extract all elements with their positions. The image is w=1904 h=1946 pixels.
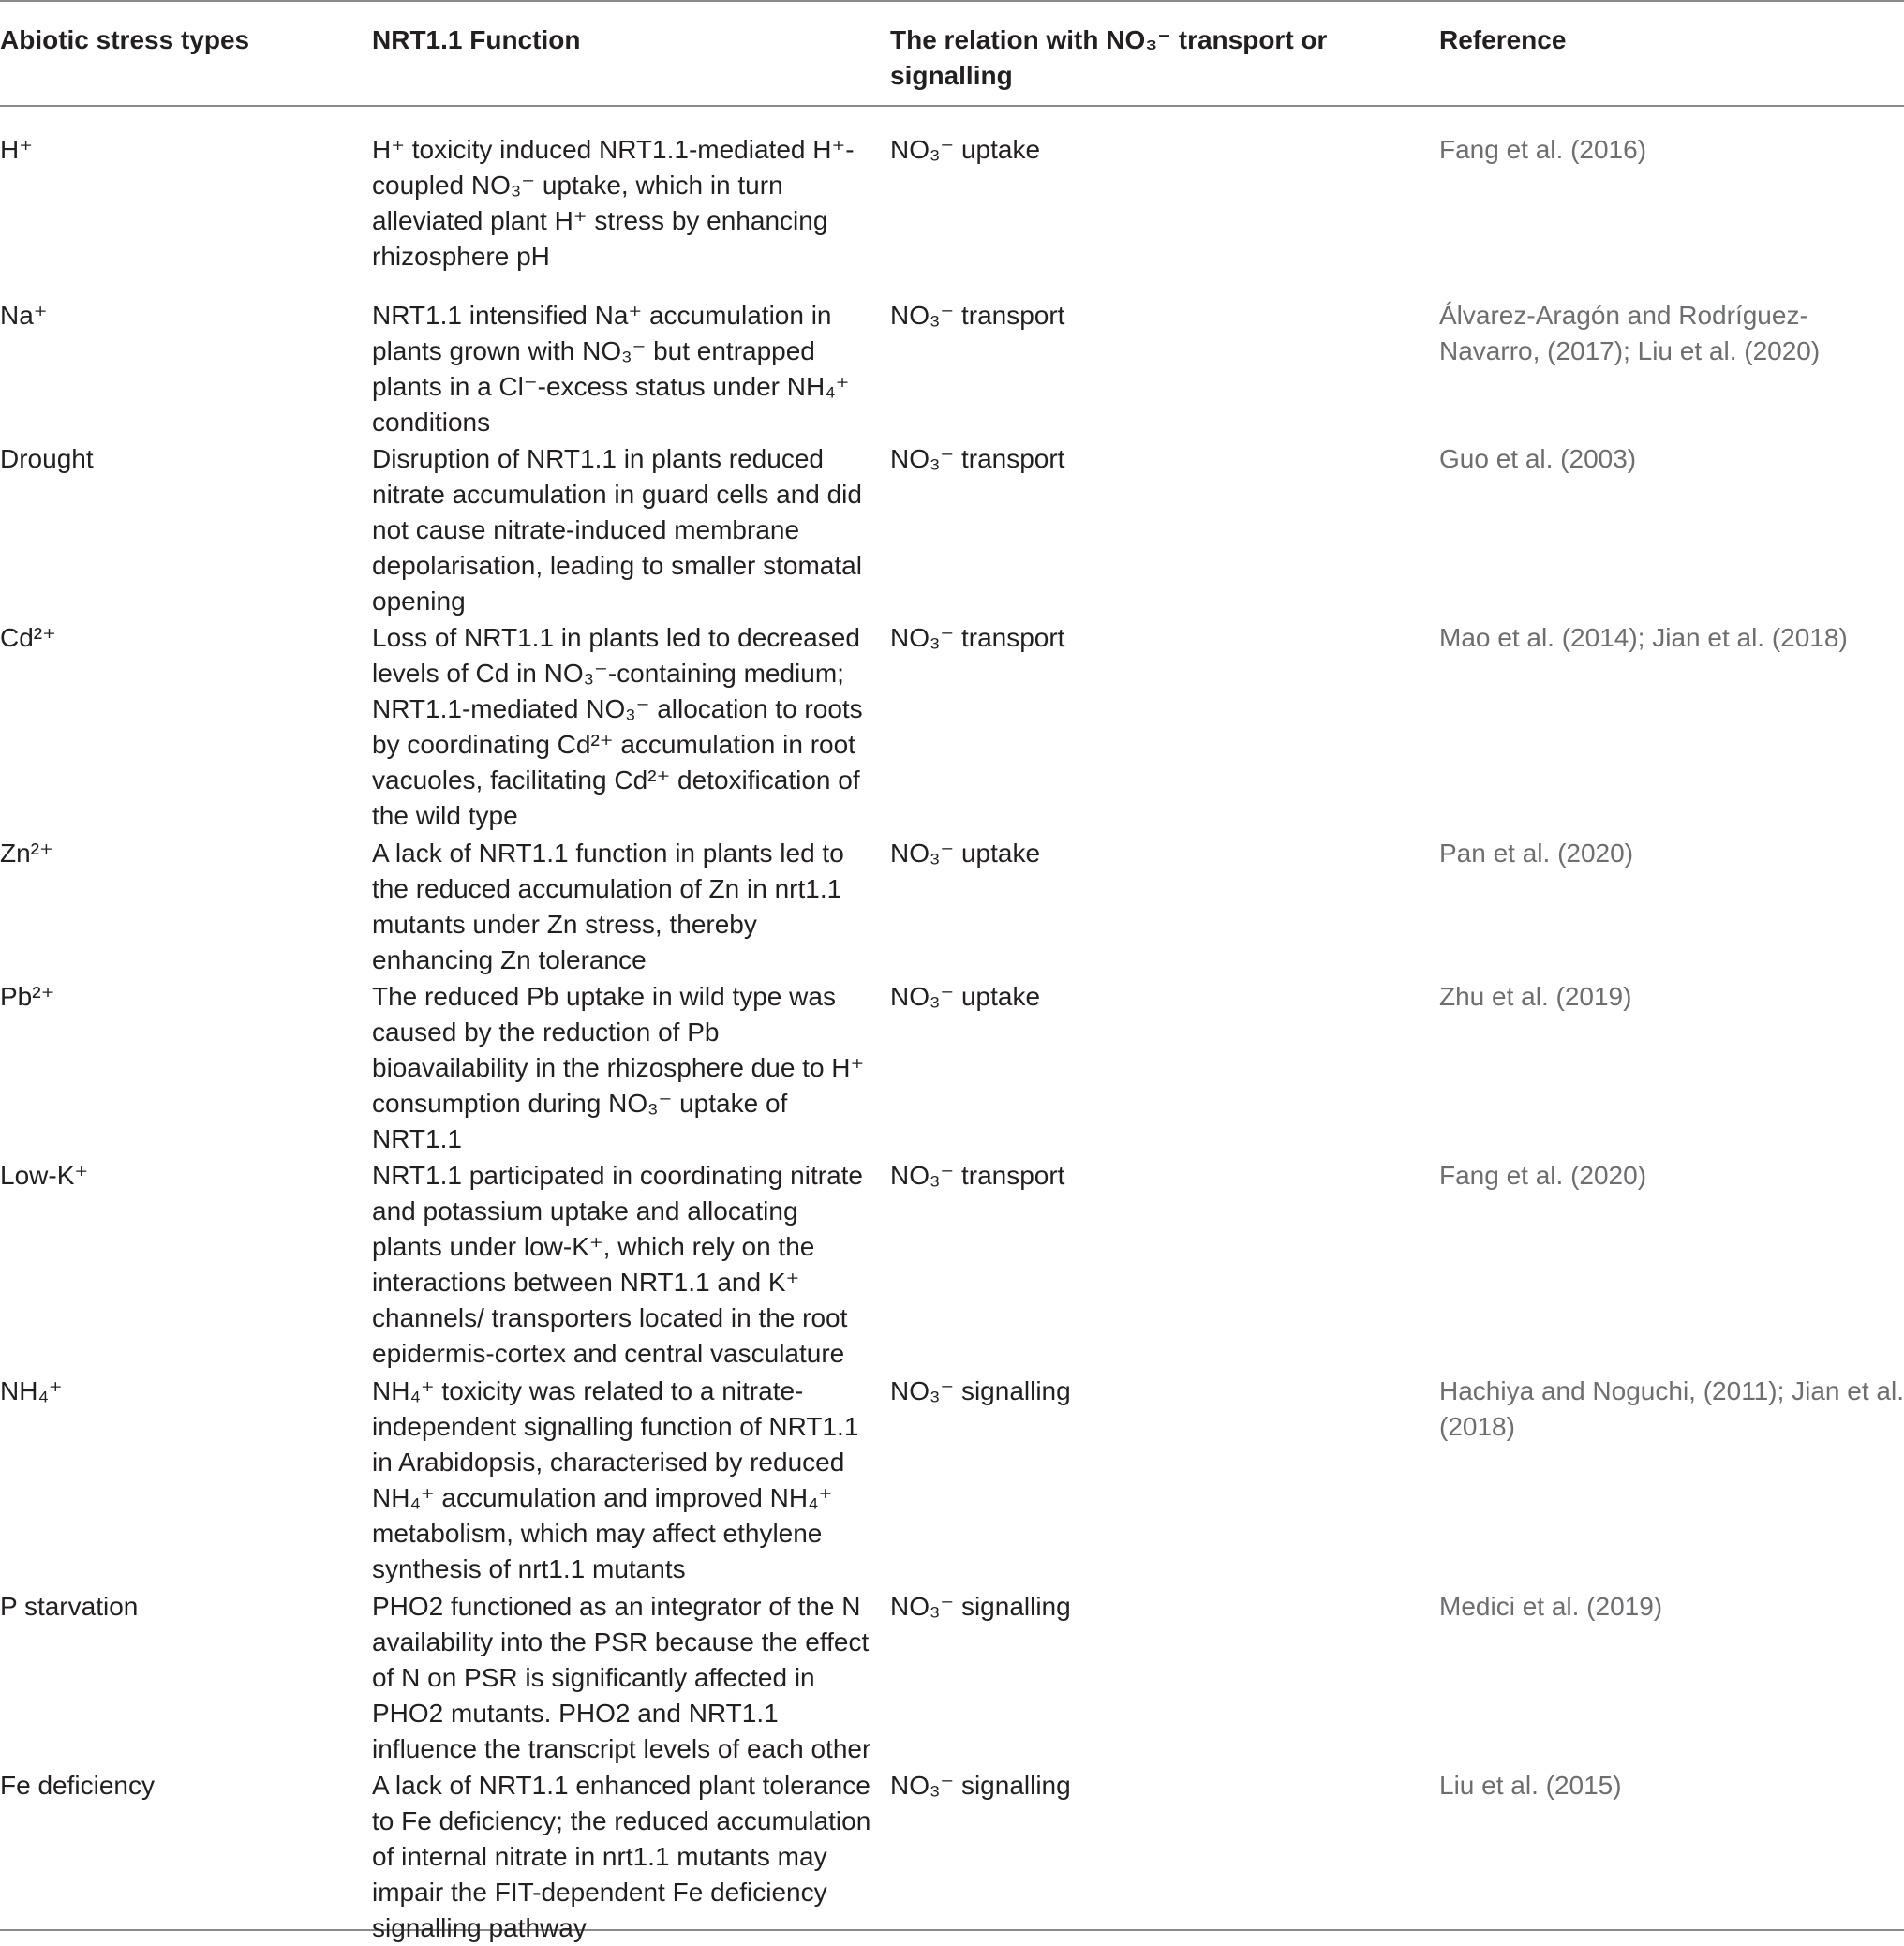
header-function: NRT1.1 Function	[372, 25, 581, 54]
function-cell: H⁺ toxicity induced NRT1.1-mediated H⁺-coupled NO₃⁻ uptake, which in turn alleviated plant H⁺ stress by enhancing rhizosphere pH	[372, 135, 855, 271]
relation-cell: NO₃⁻ transport	[890, 301, 1065, 330]
relation-cell: NO₃⁻ transport	[890, 1161, 1065, 1190]
stress-cell: Fe deficiency	[0, 1771, 155, 1800]
table-row	[0, 1586, 1904, 1765]
reference-cell: Medici et al. (2019)	[1439, 1592, 1663, 1621]
function-cell: A lack of NRT1.1 enhanced plant tolerance to Fe deficiency; the reduced accumulation of internal nitrate in nrt1.1 mutants may impair the FIT-dependent Fe deficiency signalling pathway	[372, 1771, 871, 1942]
table-row	[0, 976, 1904, 1155]
function-cell: PHO2 functioned as an integrator of the N availability into the PSR because the effect of N on PSR is significantly affected in PHO2 mutants. PHO2 and NRT1.1 influence the transcript levels of each other	[372, 1592, 871, 1763]
stress-cell: P starvation	[0, 1592, 139, 1621]
stress-cell: H⁺	[0, 135, 33, 164]
relation-cell: NO₃⁻ uptake	[890, 135, 1041, 164]
stress-cell: NH₄⁺	[0, 1376, 63, 1405]
table-row	[0, 1371, 1904, 1586]
function-cell: NRT1.1 participated in coordinating nitrate and potassium uptake and allocating plants under low-K⁺, which rely on the interactions between NRT1.1 and K⁺ channels/ transporters located in the root epidermis-cortex and central vasculature	[372, 1161, 864, 1368]
stress-cell: Pb²⁺	[0, 982, 55, 1011]
reference-cell: Hachiya and Noguchi, (2011); Jian et al. (2018)	[1439, 1376, 1904, 1441]
function-cell: The reduced Pb uptake in wild type was caused by the reduction of Pb bioavailability in the rhizosphere due to H⁺ consumption during NO₃⁻ uptake of NRT1.1	[372, 982, 865, 1153]
reference-cell: Mao et al. (2014); Jian et al. (2018)	[1439, 623, 1848, 652]
relation-cell: NO₃⁻ uptake	[890, 982, 1041, 1011]
reference-cell: Pan et al. (2020)	[1439, 839, 1634, 868]
table-row	[0, 295, 1904, 438]
header-relation: The relation with NO₃⁻ transport or signalling	[890, 25, 1328, 90]
relation-cell: NO₃⁻ transport	[890, 623, 1065, 652]
relation-cell: NO₃⁻ signalling	[890, 1376, 1071, 1405]
reference-cell: Zhu et al. (2019)	[1439, 982, 1632, 1011]
stress-cell: Zn²⁺	[0, 839, 53, 868]
stress-cell: Drought	[0, 444, 94, 473]
relation-cell: NO₃⁻ signalling	[890, 1592, 1071, 1621]
table-row	[0, 617, 1904, 833]
relation-cell: NO₃⁻ transport	[890, 444, 1065, 473]
table-header	[0, 0, 1904, 107]
reference-cell: Fang et al. (2020)	[1439, 1161, 1647, 1190]
table-body	[0, 107, 1904, 1942]
table-row	[0, 107, 1904, 295]
relation-cell: NO₃⁻ signalling	[890, 1771, 1071, 1800]
function-cell: A lack of NRT1.1 function in plants led to the reduced accumulation of Zn in nrt1.1 mutants under Zn stress, thereby enhancing Zn tolerance	[372, 839, 844, 974]
table-row	[0, 1765, 1904, 1942]
reference-cell: Liu et al. (2015)	[1439, 1771, 1622, 1800]
function-cell: NRT1.1 intensified Na⁺ accumulation in plants grown with NO₃⁻ but entrapped plants in a Cl⁻-excess status under NH₄⁺ conditions	[372, 301, 850, 437]
relation-cell: NO₃⁻ uptake	[890, 839, 1041, 868]
table-row	[0, 833, 1904, 976]
function-cell: NH₄⁺ toxicity was related to a nitrate-independent signalling function of NRT1.1 in Arabidopsis, characterised by reduced NH₄⁺ accumulation and improved NH₄⁺ metabolism, which may affect ethylene synthesis of nrt1.1 mutants	[372, 1376, 859, 1583]
header-stress: Abiotic stress types	[0, 25, 250, 54]
table-row	[0, 1155, 1904, 1371]
reference-cell: Fang et al. (2016)	[1439, 135, 1647, 164]
function-cell: Loss of NRT1.1 in plants led to decreased levels of Cd in NO₃⁻-containing medium; NRT1.1-mediated NO₃⁻ allocation to roots by coordinating Cd²⁺ accumulation in root vacuoles, facilitating Cd²⁺ detoxification of the wild type	[372, 623, 863, 830]
reference-cell: Guo et al. (2003)	[1439, 444, 1637, 473]
stress-cell: Low-K⁺	[0, 1161, 89, 1190]
reference-cell: Álvarez-Aragón and Rodríguez-Navarro, (2017); Liu et al. (2020)	[1439, 301, 1821, 365]
table-row	[0, 438, 1904, 617]
stress-cell: Na⁺	[0, 301, 48, 330]
function-cell: Disruption of NRT1.1 in plants reduced nitrate accumulation in guard cells and did not cause nitrate-induced membrane depolarisation, leading to smaller stomatal opening	[372, 444, 862, 616]
stress-cell: Cd²⁺	[0, 623, 56, 652]
header-reference: Reference	[1439, 25, 1567, 54]
